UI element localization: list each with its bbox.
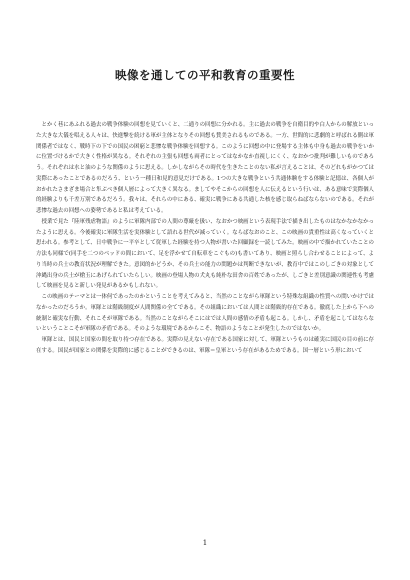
paragraph-3: この映画のテーマとは一体何であったのかということを考えてみると、当然のことながら軍隊という特殊な組織の性質への問いかけではなかったのだろうか。軍隊とは階級制度が人間関係の全てである。その組織においては人間とは階級的存在である。徹底した上から下への統制と確実な行動、それこそが軍隊である。当然のことながらそこにはでは人間の感情の矛盾も起こる。しかし、矛盾を起こしてはならないということこそが軍隊の矛盾である。そのような環境であるからこそ、物語のようなことが発生したのではないか。 (36, 294, 374, 333)
document-title: 映像を通しての平和教育の重要性 (115, 68, 295, 82)
page-number: 1 (202, 539, 208, 547)
paragraph-2: 授業で見た『陸軍残虐物語』のように軍隊内部での人間の尊厳を扱い、なおかつ映画という表現手法で描き出したものはなかなかなかったように思える。今後確実に軍隊生活を実体験として語れる世代が減っていく。ならばなおのこと、この映画の貴重性は高くなっていくと思われる。参考として、日中戦争に一平卒として従軍した経験を持つ人物が書いた回顧録を一読してみた。映画の中で描かれていたことの方法も同様で(同手を二つのベッドの間において、足を浮かせて自転車をこぐもの)も書いてあり、映画と照らし合わせることによって、より当時の兵士の教育状況が理解できた。意図的かどうか、その兵士の能力の問題かは判断できないが、教育中ではこのしごきの対象として沖縄出身の兵士が槍玉にあげられていたらしい。映画の登場人物の犬丸も純朴な田舎の百姓であったが、しごきと差別意識の関連性も考慮して映画を見ると新しい発見があるかもしれない。 (36, 218, 374, 290)
paragraph-1: とかく巷にあふれる過去の戦争体験の回想を見ていくと、二通りの回想に分かれる。主に過去の戦争を自衛目的や白人からの解放といった大きな大儀を唱える人々は、快進撃を続ける軍が主体となりその回想も賛美されるものである。一方、世間的に悲劇的と呼ばれる側は軍関係者ではなく、戦時下の下での国民の困窮と悲惨な戦争体験を回想する。このように回想の中に登場する主体も中身も過去の戦争をいかに位置づけるかで大きく性格が異なる。それぞれの主張も回想も両者にとってはなかなか直視しにくく、なおかつ批判が難しいものであろう。それぞれは水と油のような関係のように思える。しかしながらその時代を生きたことのない私が言えることは、そのどれもがかつては実際にあったことであるのだろう、という一種日和見的意見だけである。1つの大きな戦争という共通体験をする体験と記憶は、各個人がおかれたさまざま場合と隼ぶべき個人層によって大きく異なる。ましてやそこからの回想を人に伝えるという行いは、ある意味で実際個人的経験よりも千差万別であるだろう。我々は、それらの中にある、確実に戦争にある共通した核を感じ取らねばならないのである。それが悲惨な過去の回想への姿勢であると私は考えている。 (36, 122, 374, 214)
document-body (36, 120, 374, 357)
paragraph-4: 軍隊とは、国民と国家の間を取り持つ存在である。実際の見えない存在である国家に対して、軍隊というものは確実に国民の目の前に存在する。国民が国家との関係を実際的に感じることができるのは、軍隊＝皇軍という存在があるためである。国一層という形において (36, 337, 374, 354)
